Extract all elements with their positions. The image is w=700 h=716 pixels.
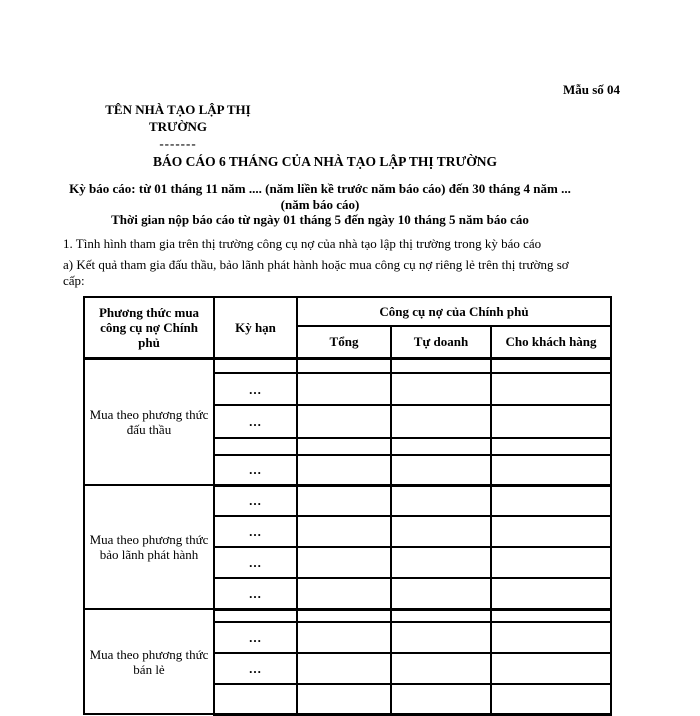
value-cell-cho-khach-hang [491, 358, 611, 373]
col-header-total: Tổng [297, 326, 391, 358]
value-cell-total [297, 485, 391, 516]
value-cell-cho-khach-hang [491, 373, 611, 405]
divider-dashes: ------- [159, 136, 197, 151]
term-cell [214, 358, 297, 373]
term-cell [214, 438, 297, 455]
value-cell-total [297, 547, 391, 578]
term-cell [214, 609, 297, 622]
value-cell-tu-doanh [391, 684, 491, 714]
term-cell: ... [214, 547, 297, 578]
term-cell: ... [214, 373, 297, 405]
value-cell-total [297, 622, 391, 653]
value-cell-tu-doanh [391, 547, 491, 578]
period-line2: (năm báo cáo) [280, 196, 360, 212]
value-cell-cho-khach-hang [491, 622, 611, 653]
value-cell-tu-doanh [391, 455, 491, 485]
value-cell-tu-doanh [391, 358, 491, 373]
value-cell-tu-doanh [391, 653, 491, 684]
term-cell: ... [214, 653, 297, 684]
report-period-block [30, 181, 610, 228]
table-row [84, 485, 611, 516]
org-name-line2: TRƯỜNG [148, 119, 208, 134]
value-cell-tu-doanh [391, 516, 491, 547]
term-cell: ... [214, 455, 297, 485]
value-cell-cho-khach-hang [491, 516, 611, 547]
value-cell-cho-khach-hang [491, 609, 611, 622]
value-cell-total [297, 373, 391, 405]
value-cell-cho-khach-hang [491, 578, 611, 609]
item-a-text: a) Kết quả tham gia đấu thầu, bảo lãnh phát hành hoặc mua công cụ nợ riêng lẻ trên thị trường sơ cấp: [63, 257, 569, 288]
value-cell-tu-doanh [391, 405, 491, 438]
term-cell [214, 684, 297, 714]
value-cell-tu-doanh [391, 485, 491, 516]
value-cell-total [297, 438, 391, 455]
report-table [83, 296, 612, 716]
value-cell-tu-doanh [391, 609, 491, 622]
value-cell-tu-doanh [391, 438, 491, 455]
value-cell-total [297, 684, 391, 714]
value-cell-total [297, 516, 391, 547]
section-1-heading: 1. Tình hình tham gia trên thị trường công cụ nợ của nhà tạo lập thị trường trong kỳ báo cáo [63, 236, 542, 251]
table-header-row [84, 297, 611, 326]
method-cell: Mua theo phương thức bảo lãnh phát hành [84, 485, 214, 609]
term-cell: ... [214, 516, 297, 547]
value-cell-cho-khach-hang [491, 547, 611, 578]
org-name-line1: TÊN NHÀ TẠO LẬP THỊ [105, 102, 251, 117]
value-cell-cho-khach-hang [491, 485, 611, 516]
term-cell: ... [214, 405, 297, 438]
col-header-group: Công cụ nợ của Chính phủ [297, 297, 611, 326]
value-cell-cho-khach-hang [491, 653, 611, 684]
method-cell: Mua theo phương thức đấu thầu [84, 358, 214, 485]
value-cell-total [297, 653, 391, 684]
deadline-line: Thời gian nộp báo cáo từ ngày 01 tháng 5 đến ngày 10 tháng 5 năm báo cáo [111, 212, 529, 227]
method-cell: Mua theo phương thức bán lẻ [84, 609, 214, 714]
value-cell-tu-doanh [391, 578, 491, 609]
value-cell-total [297, 358, 391, 373]
value-cell-cho-khach-hang [491, 455, 611, 485]
term-cell: ... [214, 485, 297, 516]
col-header-cho-khach-hang: Cho khách hàng [491, 326, 611, 358]
term-cell: ... [214, 578, 297, 609]
value-cell-total [297, 405, 391, 438]
value-cell-total [297, 578, 391, 609]
value-cell-total [297, 455, 391, 485]
col-header-method: Phương thức mua công cụ nợ Chính phủ [84, 297, 214, 358]
col-header-term: Kỳ hạn [214, 297, 297, 358]
report-title: BÁO CÁO 6 THÁNG CỦA NHÀ TẠO LẬP THỊ TRƯỜNG [153, 154, 497, 169]
period-line1: Kỳ báo cáo: từ 01 tháng 11 năm .... (năm liền kề trước năm báo cáo) đến 30 tháng 4 năm ... [69, 181, 571, 196]
col-header-tu-doanh: Tự doanh [391, 326, 491, 358]
value-cell-total [297, 609, 391, 622]
term-cell: ... [214, 622, 297, 653]
table-row [84, 609, 611, 622]
value-cell-cho-khach-hang [491, 684, 611, 714]
value-cell-tu-doanh [391, 622, 491, 653]
table-row [84, 358, 611, 373]
value-cell-cho-khach-hang [491, 438, 611, 455]
value-cell-cho-khach-hang [491, 405, 611, 438]
table-body [84, 358, 611, 714]
org-name-block [88, 101, 268, 150]
form-number: Mẫu số 04 [562, 82, 620, 97]
value-cell-tu-doanh [391, 373, 491, 405]
